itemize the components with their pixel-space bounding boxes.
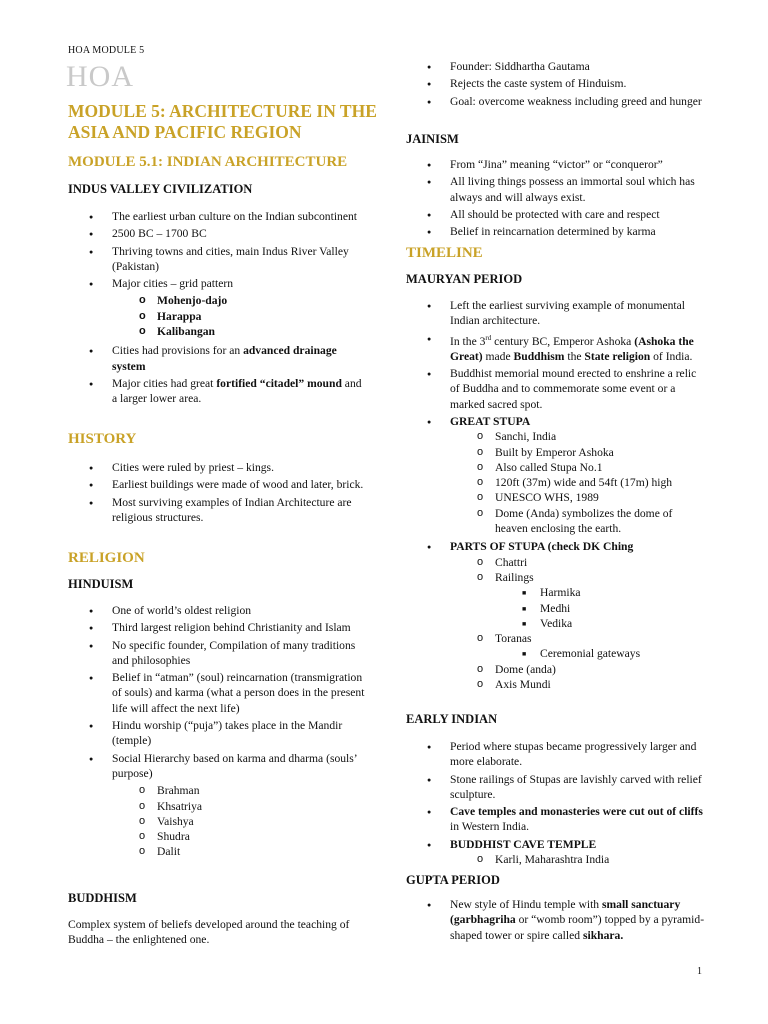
module-title: MODULE 5: ARCHITECTURE IN THE ASIA AND PACIFIC REGION (68, 101, 377, 142)
buddhism-list (406, 59, 706, 111)
list-item: ● 2500 BC – 1700 BC (68, 226, 368, 241)
hinduism-list (68, 603, 368, 860)
running-header: HOA MODULE 5 (68, 45, 145, 56)
heading-mauryan: MAURYAN PERIOD (406, 272, 523, 286)
list-item: ● GREAT STUPA (406, 414, 706, 429)
list-item: ■ Harmika (406, 585, 706, 600)
list-item: o Mohenjo-dajo (68, 293, 368, 308)
list-item: o 120ft (37m) wide and 54ft (17m) high (406, 475, 706, 490)
heading-history: HISTORY (68, 431, 137, 447)
list-item: ● PARTS OF STUPA (check DK Ching (406, 539, 706, 554)
list-item: o Built by Emperor Ashoka (406, 445, 706, 460)
list-item: ● Stone railings of Stupas are lavishly carved with relief sculpture. (406, 772, 706, 803)
gupta-list (406, 897, 706, 945)
list-item: o Harappa (68, 309, 368, 324)
list-item: ● Cave temples and monasteries were cut out of cliffs in Western India. (406, 804, 706, 835)
list-item: ■ Ceremonial gateways (406, 646, 706, 661)
list-item: o Dome (anda) (406, 662, 706, 677)
list-item: ■ Medhi (406, 601, 706, 616)
history-list (68, 460, 368, 527)
list-item: ● No specific founder, Compilation of many traditions and philosophies (68, 638, 368, 669)
list-item: o Karli, Maharashtra India (406, 852, 706, 867)
list-item: o Khsatriya (68, 799, 368, 814)
heading-jainism: JAINISM (406, 132, 459, 146)
heading-early-indian: EARLY INDIAN (406, 712, 498, 726)
list-item: ● Cities had provisions for an advanced drainage system (68, 343, 368, 374)
mauryan-list (406, 298, 706, 692)
section-indian-architecture: MODULE 5.1: INDIAN ARCHITECTURE (68, 154, 348, 170)
list-item: ■ Vedika (406, 616, 706, 631)
heading-hinduism: HINDUISM (68, 577, 134, 591)
heading-religion: RELIGION (68, 550, 145, 566)
list-item: ● Major cities had great fortified “citadel” mound and a larger lower area. (68, 376, 368, 407)
list-item: o Sanchi, India (406, 429, 706, 444)
hoa-logo-text: HOA (66, 60, 134, 93)
heading-indus-valley: INDUS VALLEY CIVILIZATION (68, 182, 253, 196)
list-item: o Vaishya (68, 814, 368, 829)
list-item: o Brahman (68, 783, 368, 798)
list-item: ● Goal: overcome weakness including greed and hunger (406, 94, 706, 109)
list-item: o Shudra (68, 829, 368, 844)
list-item: ● Thriving towns and cities, main Indus River Valley (Pakistan) (68, 244, 368, 275)
list-item: o Axis Mundi (406, 677, 706, 692)
list-item: ● Buddhist memorial mound erected to enshrine a relic of Buddha and to commemorate some event or a marked sacred spot. (406, 366, 706, 412)
list-item: ● All should be protected with care and respect (406, 207, 706, 222)
heading-buddhism: BUDDHISM (68, 891, 137, 905)
list-item: ● Hindu worship (“puja”) takes place in the Mandir (temple) (68, 718, 368, 749)
list-item: ● All living things possess an immortal soul which has always and will always exist. (406, 174, 706, 205)
list-item: ● In the 3rd century BC, Emperor Ashoka (Ashoka the Great) made Buddhism the State religion of India. (406, 331, 706, 364)
heading-gupta: GUPTA PERIOD (406, 873, 500, 887)
list-item: ● The earliest urban culture on the Indian subcontinent (68, 209, 368, 224)
indus-list (68, 209, 368, 409)
early-indian-list (406, 739, 706, 867)
list-item: ● Most surviving examples of Indian Architecture are religious structures. (68, 495, 368, 526)
list-item: o Dalit (68, 844, 368, 859)
list-item: o Dome (Anda) symbolizes the dome of heaven enclosing the earth. (406, 506, 706, 537)
list-item: ● Period where stupas became progressively larger and more elaborate. (406, 739, 706, 770)
list-item: ● Belief in reincarnation determined by karma (406, 224, 706, 239)
list-item: ● Founder: Siddhartha Gautama (406, 59, 706, 74)
list-item: ● From “Jina” meaning “victor” or “conqueror” (406, 157, 706, 172)
list-item: ● One of world’s oldest religion (68, 603, 368, 618)
list-item: ● Major cities – grid pattern (68, 276, 368, 291)
heading-timeline: TIMELINE (406, 245, 483, 261)
list-item: ● Rejects the caste system of Hinduism. (406, 76, 706, 91)
list-item: ● Belief in “atman” (soul) reincarnation (transmigration of souls) and karma (what a person does in the present life will affect the next life) (68, 670, 368, 716)
list-item: ● Cities were ruled by priest – kings. (68, 460, 368, 475)
list-item: ● New style of Hindu temple with small sanctuary (garbhagriha or “womb room”) topped by a pyramid-shaped tower or spire called sikhara. (406, 897, 706, 943)
list-item: o Railings (406, 570, 706, 585)
list-item: o Kalibangan (68, 324, 368, 339)
list-item: o UNESCO WHS, 1989 (406, 490, 706, 505)
page-number: 1 (697, 966, 702, 977)
list-item: o Toranas (406, 631, 706, 646)
list-item: ● BUDDHIST CAVE TEMPLE (406, 837, 706, 852)
list-item: ● Earliest buildings were made of wood and later, brick. (68, 477, 368, 492)
list-item: ● Left the earliest surviving example of monumental Indian architecture. (406, 298, 706, 329)
list-item: ● Third largest religion behind Christianity and Islam (68, 620, 368, 635)
list-item: o Chattri (406, 555, 706, 570)
list-item: ● Social Hierarchy based on karma and dharma (souls’ purpose) (68, 751, 368, 782)
buddhism-paragraph: Complex system of beliefs developed around the teaching of Buddha – the enlightened one. (68, 918, 350, 947)
list-item: o Also called Stupa No.1 (406, 460, 706, 475)
jainism-list (406, 157, 706, 241)
